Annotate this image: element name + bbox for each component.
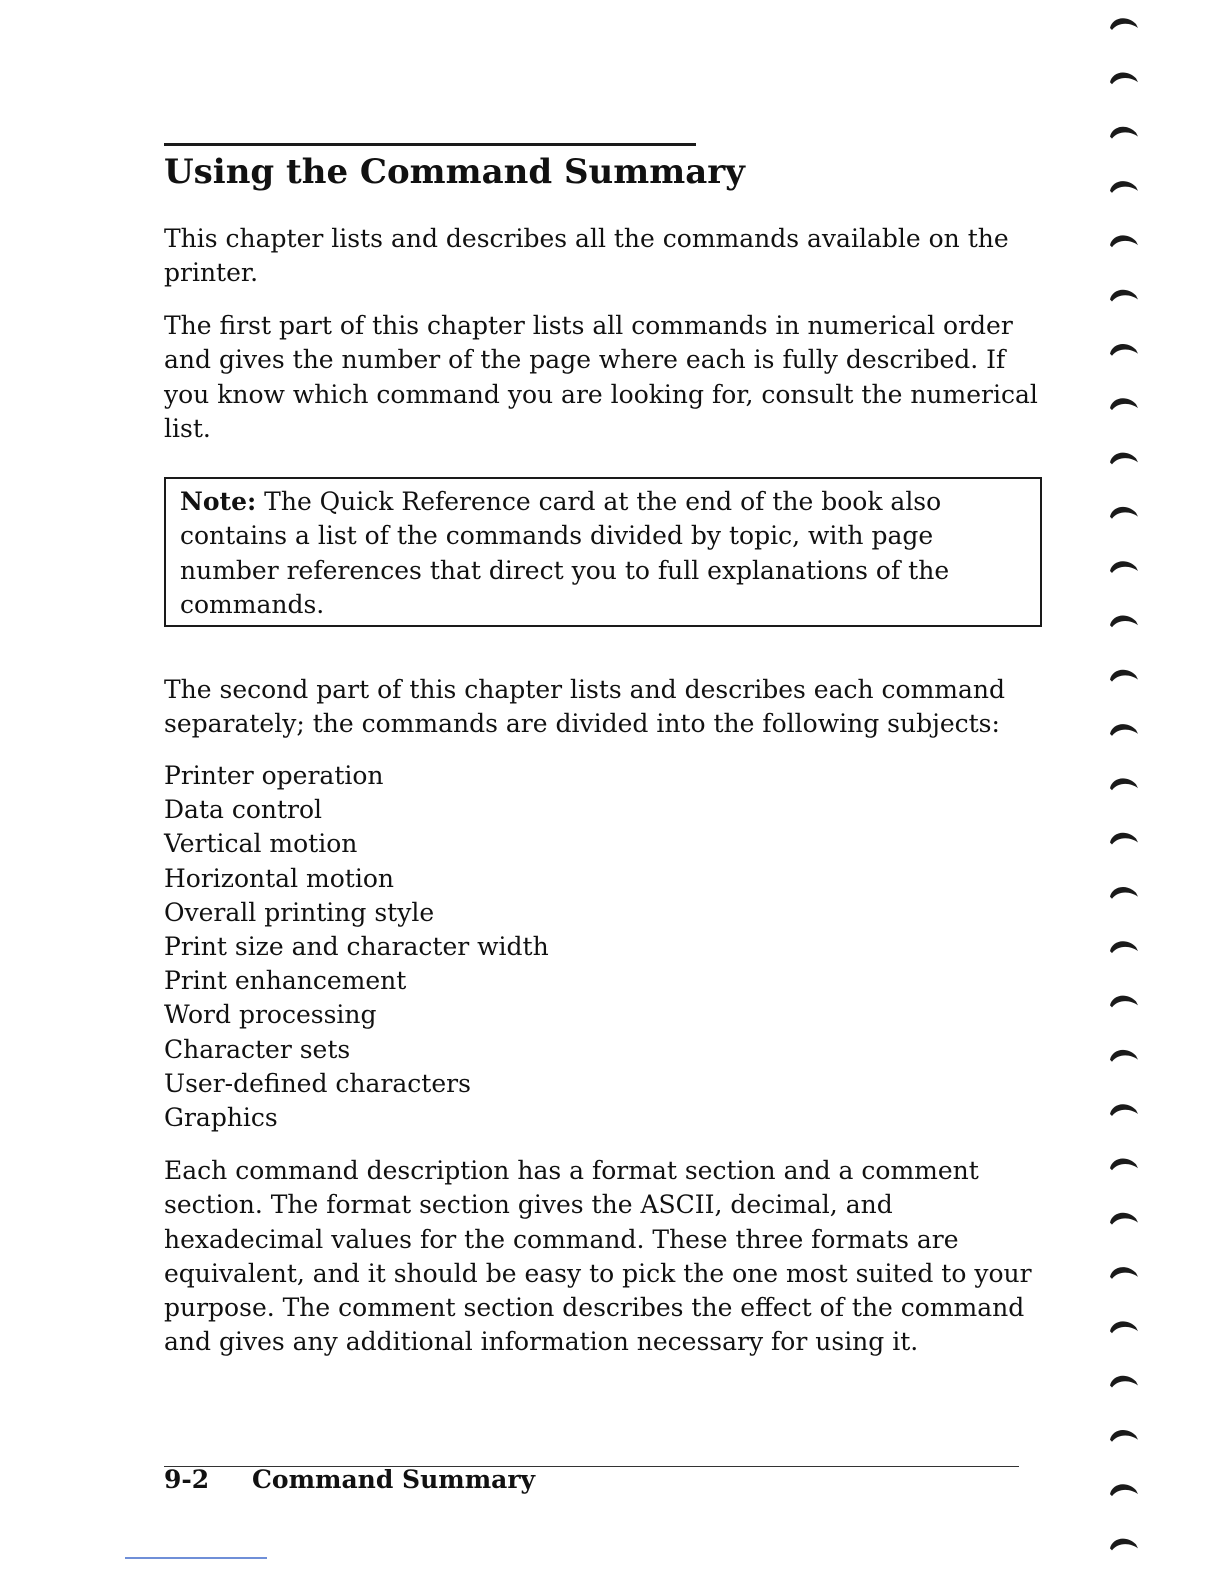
scan-artifact-line xyxy=(125,1557,267,1559)
spiral-binding-hole-icon xyxy=(1110,1430,1138,1442)
spiral-binding-hole-icon xyxy=(1110,1050,1138,1062)
list-item: Data control xyxy=(164,795,323,825)
page-footer xyxy=(164,1462,535,1498)
spiral-binding-hole-icon xyxy=(1110,344,1138,356)
spiral-binding-hole-icon xyxy=(1110,1321,1138,1333)
spiral-binding-hole-icon xyxy=(1110,398,1138,410)
spiral-binding-hole-icon xyxy=(1110,1484,1138,1496)
spiral-binding-hole-icon xyxy=(1110,1539,1138,1551)
second-part-paragraph: The second part of this chapter lists and describes each command separately; the commands are divided into the following subjects: xyxy=(164,675,1005,739)
spiral-binding xyxy=(1100,0,1150,1584)
intro-paragraph: This chapter lists and describes all the commands available on the printer. xyxy=(164,224,1009,288)
note-label: Note: xyxy=(180,487,257,516)
spiral-binding-hole-icon xyxy=(1110,724,1138,736)
spiral-binding-hole-icon xyxy=(1110,235,1138,247)
spiral-binding-graphic xyxy=(1100,0,1150,1584)
page-title: Using the Command Summary xyxy=(164,152,745,192)
spiral-binding-hole-icon xyxy=(1110,616,1138,628)
spiral-binding-hole-icon xyxy=(1110,73,1138,85)
list-item: Vertical motion xyxy=(164,829,358,859)
spiral-binding-hole-icon xyxy=(1110,453,1138,465)
spiral-binding-hole-icon xyxy=(1110,290,1138,302)
subject-list xyxy=(164,759,549,1135)
title-rule xyxy=(164,143,696,146)
footer-section-title: Command Summary xyxy=(252,1465,536,1494)
spiral-binding-hole-icon xyxy=(1110,1213,1138,1225)
format-paragraph: Each command description has a format section and a comment section. The format section gives the ASCII, decimal, and hexadecimal values for the command. These three formats are equivalent, and it should be easy to pick the one most suited to your purpose. The comment section describes the effect of the command and gives any additional information necessary for using it. xyxy=(164,1156,1032,1357)
spiral-binding-hole-icon xyxy=(1110,996,1138,1008)
spiral-binding-hole-icon xyxy=(1110,561,1138,573)
first-part-paragraph: The first part of this chapter lists all commands in numerical order and gives the number of the page where each is fully described. If you know which command you are looking for, consult the numerical list. xyxy=(164,311,1038,443)
spiral-binding-hole-icon xyxy=(1110,127,1138,139)
page-number: 9-2 xyxy=(164,1465,210,1494)
note-body: The Quick Reference card at the end of the book also contains a list of the commands divided by topic, with page number references that direct you to full explanations of the commands. xyxy=(180,487,950,619)
list-item: Character sets xyxy=(164,1034,351,1064)
list-item: Graphics xyxy=(164,1103,278,1133)
note-text xyxy=(180,485,1030,622)
list-item: Word processing xyxy=(164,1000,377,1030)
spiral-binding-hole-icon xyxy=(1110,1104,1138,1116)
list-item: User-defined characters xyxy=(164,1068,471,1098)
spiral-binding-hole-icon xyxy=(1110,941,1138,953)
list-item: Horizontal motion xyxy=(164,863,394,893)
spiral-binding-hole-icon xyxy=(1110,778,1138,790)
list-item: Overall printing style xyxy=(164,897,435,927)
list-item: Print size and character width xyxy=(164,932,549,962)
spiral-binding-hole-icon xyxy=(1110,887,1138,899)
list-item: Printer operation xyxy=(164,761,384,790)
spiral-binding-hole-icon xyxy=(1110,181,1138,193)
spiral-binding-hole-icon xyxy=(1110,507,1138,519)
spiral-binding-hole-icon xyxy=(1110,1267,1138,1279)
spiral-binding-hole-icon xyxy=(1110,670,1138,682)
spiral-binding-hole-icon xyxy=(1110,1159,1138,1171)
spiral-binding-hole-icon xyxy=(1110,18,1138,30)
spiral-binding-hole-icon xyxy=(1110,1376,1138,1388)
list-item: Print enhancement xyxy=(164,966,407,996)
spiral-binding-hole-icon xyxy=(1110,833,1138,845)
